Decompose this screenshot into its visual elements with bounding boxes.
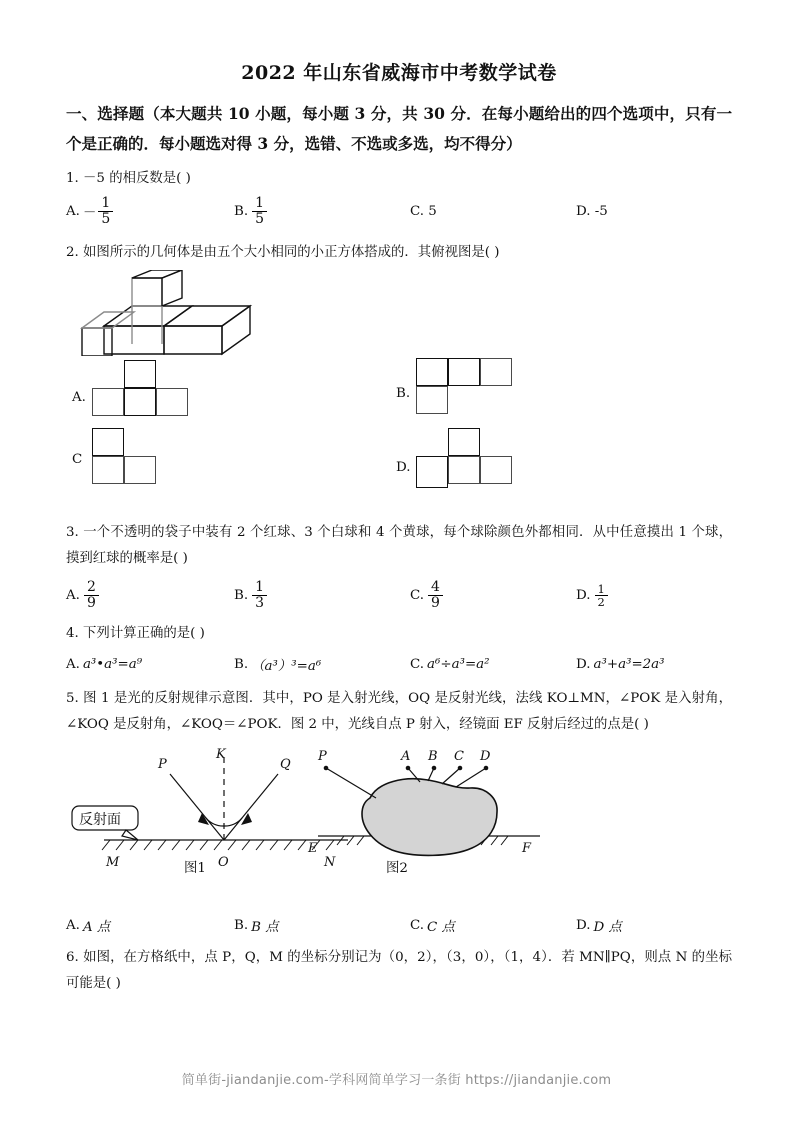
option-5-C-expression: C 点: [427, 919, 455, 935]
option-3-B-label: B.: [234, 588, 249, 604]
label-A: A: [401, 748, 411, 764]
grid-cell: [416, 386, 448, 414]
section-heading: 一、选择题（本大题共 10 小题，每小题 3 分，共 30 分．在每小题给出的四个选项中，只有一个是正确的．每小题选对得 3 分，选错、不选或多选，均不得分）: [66, 104, 732, 153]
grid-cell: [124, 388, 156, 416]
option-4-B[interactable]: [234, 655, 410, 674]
option-3-D[interactable]: [576, 583, 609, 608]
grid-cell: [92, 456, 124, 484]
grid-cell: [480, 358, 512, 386]
figure-1-caption: 图1: [184, 860, 206, 876]
label-P: P: [318, 748, 327, 764]
question-4-number: 4.: [66, 625, 79, 641]
label-C: C: [454, 748, 464, 764]
page-content: [66, 58, 732, 997]
question-5: [66, 686, 732, 738]
question-3-options: [66, 580, 732, 610]
question-4: [66, 621, 732, 647]
option-3-A-label: A.: [66, 588, 80, 604]
option-3-D-fraction: [595, 583, 608, 608]
question-3: [66, 520, 732, 572]
option-1-D[interactable]: [576, 204, 611, 219]
question-1-options: [66, 196, 732, 226]
option-1-C[interactable]: [410, 204, 576, 219]
option-4-C-expression: a⁶÷a³=a²: [427, 656, 490, 672]
option-1-B[interactable]: [234, 196, 410, 226]
question-5-stem: 图 1 是光的反射规律示意图．其中，PO 是入射光线，OQ 是反射光线，法线 KO⊥MN，∠POK 是入射角，∠KOQ 是反射角，∠KOQ＝∠POK．图 2 中，光线自点 P 射入，经镜面 EF 反射后经过的点是( ): [66, 690, 732, 732]
option-2-B-shape[interactable]: [416, 358, 512, 414]
option-4-D-label: D.: [576, 656, 591, 672]
question-2: [66, 240, 732, 266]
option-3-A-fraction: [84, 580, 99, 610]
label-B: B: [428, 748, 438, 764]
question-5-options: [66, 916, 732, 935]
grid-cell: [480, 456, 512, 484]
option-3-B[interactable]: [234, 580, 410, 610]
option-1-A-label: A.: [66, 203, 80, 219]
fraction-numerator: 1: [101, 195, 111, 211]
option-4-C-label: C.: [410, 656, 425, 672]
option-4-A-expression: a³•a³=a⁹: [82, 656, 143, 672]
option-3-A[interactable]: [66, 580, 234, 610]
watermark: 简单街-jiandanjie.com-学科网简单学习一条街 https://jiandanjie.com: [181, 1073, 612, 1088]
option-5-C[interactable]: [410, 916, 576, 935]
option-2-A-label[interactable]: A.: [72, 390, 86, 406]
option-4-A-label: A.: [66, 656, 80, 672]
option-4-D-expression: a³+a³=2a³: [593, 656, 665, 672]
fraction-numerator: 2: [86, 579, 96, 596]
fraction-numerator: 4: [431, 579, 440, 596]
option-5-A-expression: A 点: [82, 919, 111, 935]
blob-mirror-diagram: [304, 740, 564, 870]
question-1: [66, 166, 732, 192]
label-O: O: [218, 854, 229, 870]
question-5-number: 5.: [66, 690, 79, 706]
option-1-C-label: C. 5: [410, 203, 437, 219]
question-3-stem: 一个不透明的袋子中装有 2 个红球、3 个白球和 4 个黄球，每个球除颜色外都相同．从中任意摸出 1 个球，摸到红球的概率是( ): [66, 525, 732, 567]
option-4-B-label: B.: [234, 656, 249, 672]
option-1-A-sign: －: [82, 205, 97, 221]
option-3-C-fraction: [428, 580, 443, 610]
label-E: E: [308, 840, 318, 856]
label-F: F: [522, 840, 532, 856]
question-6-stem: 如图，在方格纸中，点 P，Q，M 的坐标分别记为（0，2），（3，0），（1，4）．若 MN∥PQ，则点 N 的坐标可能是( ): [66, 949, 732, 991]
grid-cell: [416, 456, 448, 488]
fraction-numerator: 1: [255, 195, 265, 211]
option-5-D-expression: D 点: [593, 919, 622, 935]
fraction-numerator: 1: [255, 579, 265, 596]
option-4-D[interactable]: [576, 657, 665, 672]
grid-cell: [124, 360, 156, 388]
question-6-number: 6.: [66, 949, 79, 965]
grid-cell: [448, 428, 480, 456]
option-4-A[interactable]: [66, 657, 234, 672]
question-2-options-row-2: [66, 428, 732, 500]
option-5-A-label: A.: [66, 917, 80, 933]
page-title: 2022 年山东省威海市中考数学试卷: [241, 62, 557, 84]
grid-cell: [416, 358, 448, 386]
option-1-B-label: B.: [234, 203, 249, 219]
question-4-options: [66, 655, 732, 674]
question-6: [66, 945, 732, 997]
grid-cell: [92, 428, 124, 456]
question-2-figure-wrap: [66, 270, 732, 356]
option-3-C-label: C.: [410, 588, 425, 604]
option-3-B-fraction: [252, 580, 267, 610]
grid-cell: [124, 456, 156, 484]
option-2-D-label[interactable]: D.: [396, 460, 411, 476]
fraction-denominator: 9: [428, 595, 443, 611]
question-1-stem: －5 的相反数是( ): [83, 171, 191, 186]
option-2-C-shape[interactable]: [92, 428, 156, 484]
question-2-number: 2.: [66, 245, 79, 261]
fraction-denominator: 5: [98, 211, 113, 227]
option-1-A-fraction: [98, 196, 113, 226]
option-5-D-label: D.: [576, 917, 591, 933]
five-cube-solid-figure: [74, 270, 254, 356]
fraction-numerator: 1: [597, 582, 605, 596]
fraction-denominator: 5: [252, 211, 267, 227]
option-4-C[interactable]: [410, 657, 576, 672]
grid-cell: [448, 358, 480, 386]
grid-cell: [156, 388, 188, 416]
grid-cell: [92, 388, 124, 416]
question-2-stem: 如图所示的几何体是由五个大小相同的小正方体搭成的．其俯视图是( ): [83, 245, 500, 261]
question-5-figures: [66, 744, 732, 894]
option-2-D-shape[interactable]: [416, 428, 512, 488]
option-1-D-label: D. -5: [576, 203, 608, 219]
option-5-B-expression: B 点: [251, 919, 279, 935]
question-3-number: 3.: [66, 525, 79, 541]
label-P: P: [158, 756, 167, 772]
question-2-options-row-1: [66, 358, 732, 422]
option-3-D-label: D.: [576, 588, 591, 604]
option-5-D[interactable]: [576, 916, 622, 935]
option-3-C[interactable]: [410, 580, 576, 610]
option-4-B-expression: （a³）³=a⁶: [251, 658, 322, 674]
fraction-denominator: 2: [595, 595, 608, 608]
option-5-C-label: C.: [410, 917, 425, 933]
question-1-number: 1.: [66, 171, 79, 186]
question-4-stem: 下列计算正确的是( ): [83, 625, 205, 641]
option-5-A[interactable]: [66, 916, 234, 935]
grid-cell: [448, 456, 480, 484]
option-2-A-shape[interactable]: [92, 360, 188, 416]
label-K: K: [216, 746, 226, 762]
label-D: D: [480, 748, 491, 764]
label-M: M: [106, 854, 120, 870]
fraction-denominator: 3: [252, 595, 267, 611]
option-1-B-fraction: [252, 196, 267, 226]
option-1-A[interactable]: [66, 196, 234, 226]
option-5-B[interactable]: [234, 916, 410, 935]
option-2-B-label[interactable]: B.: [396, 386, 411, 402]
figure-2-caption: 图2: [386, 860, 408, 876]
callout-text: 反射面: [79, 811, 121, 828]
option-2-C-label[interactable]: C: [72, 452, 83, 468]
fraction-denominator: 9: [84, 595, 99, 611]
option-5-B-label: B.: [234, 917, 249, 933]
label-Q: Q: [280, 756, 291, 772]
label-N: N: [324, 854, 336, 870]
